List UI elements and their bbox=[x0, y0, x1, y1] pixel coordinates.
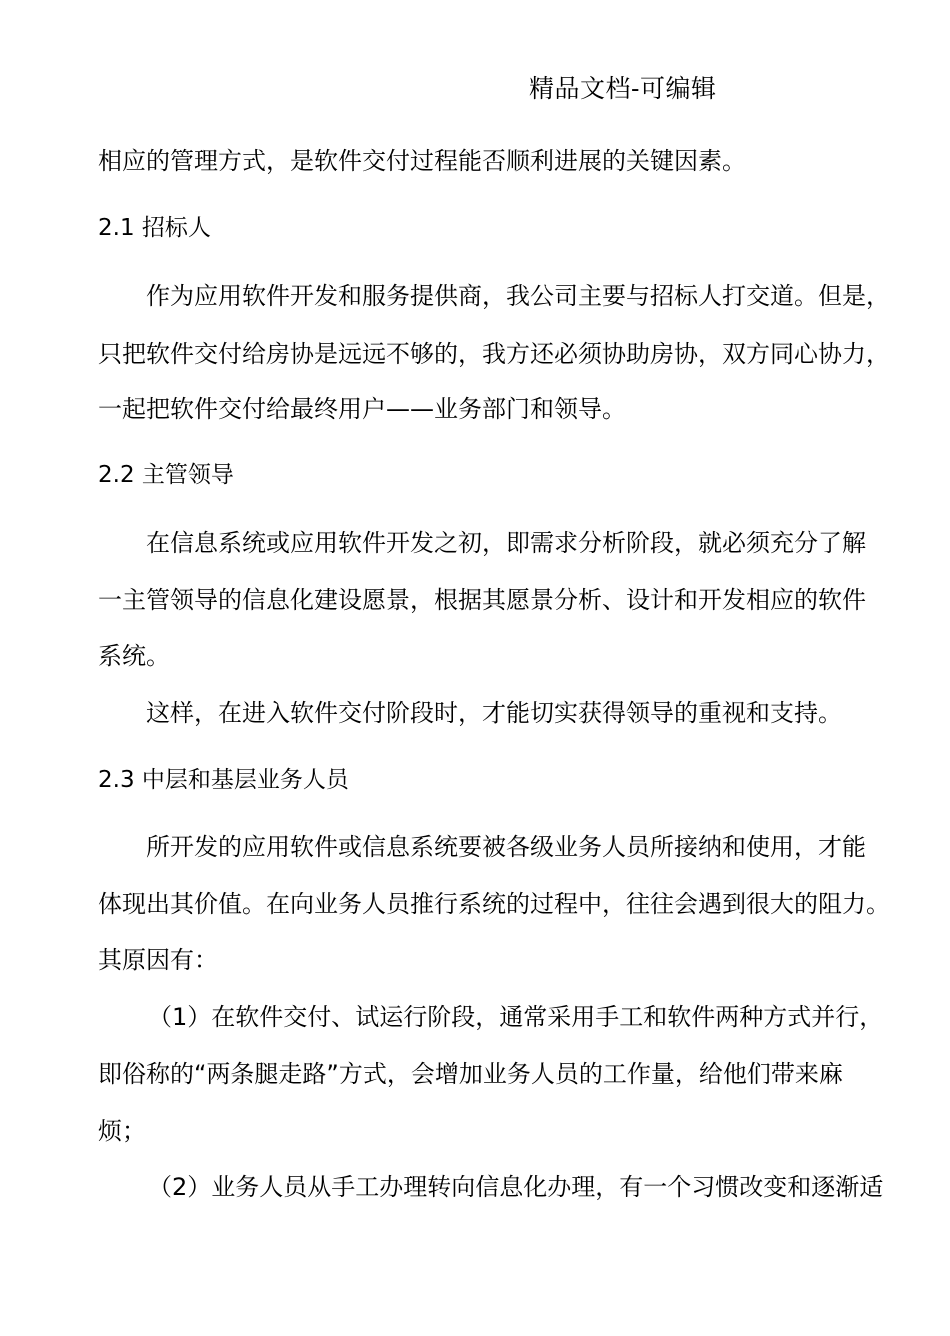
list-item-1: （1）在软件交付、试运行阶段，通常采用手工和软件两种方式并行， bbox=[148, 1003, 884, 1031]
paragraph-line: 所开发的应用软件或信息系统要被各级业务人员所接纳和使用，才能 bbox=[146, 833, 866, 861]
section-heading-2-2: 2.2 主管领导 bbox=[98, 462, 234, 488]
paragraph-line: 一主管领导的信息化建设愿景，根据其愿景分析、设计和开发相应的软件 bbox=[98, 586, 866, 614]
paragraph-line: 其原因有： bbox=[98, 946, 218, 974]
page-header: 精品文档-可编辑 bbox=[529, 74, 717, 103]
paragraph-line: 烦； bbox=[98, 1117, 146, 1145]
paragraph-line: 一起把软件交付给最终用户——业务部门和领导。 bbox=[98, 395, 626, 423]
paragraph-line: 即俗称的“两条腿走路”方式，会增加业务人员的工作量，给他们带来麻 bbox=[98, 1060, 843, 1088]
paragraph-line: 这样，在进入软件交付阶段时，才能切实获得领导的重视和支持。 bbox=[146, 699, 842, 727]
section-heading-2-3: 2.3 中层和基层业务人员 bbox=[98, 767, 349, 793]
list-item-2: （2）业务人员从手工办理转向信息化办理，有一个习惯改变和逐渐适 bbox=[148, 1173, 884, 1201]
paragraph-line: 相应的管理方式，是软件交付过程能否顺利进展的关键因素。 bbox=[98, 147, 746, 175]
paragraph-line: 作为应用软件开发和服务提供商，我公司主要与招标人打交道。但是， bbox=[146, 282, 890, 310]
paragraph-line: 系统。 bbox=[98, 642, 170, 670]
paragraph-line: 体现出其价值。在向业务人员推行系统的过程中，往往会遇到很大的阻力。 bbox=[98, 890, 890, 918]
paragraph-line: 在信息系统或应用软件开发之初，即需求分析阶段，就必须充分了解 bbox=[146, 529, 866, 557]
paragraph-line: 只把软件交付给房协是远远不够的，我方还必须协助房协，双方同心协力， bbox=[98, 340, 890, 368]
section-heading-2-1: 2.1 招标人 bbox=[98, 215, 211, 241]
